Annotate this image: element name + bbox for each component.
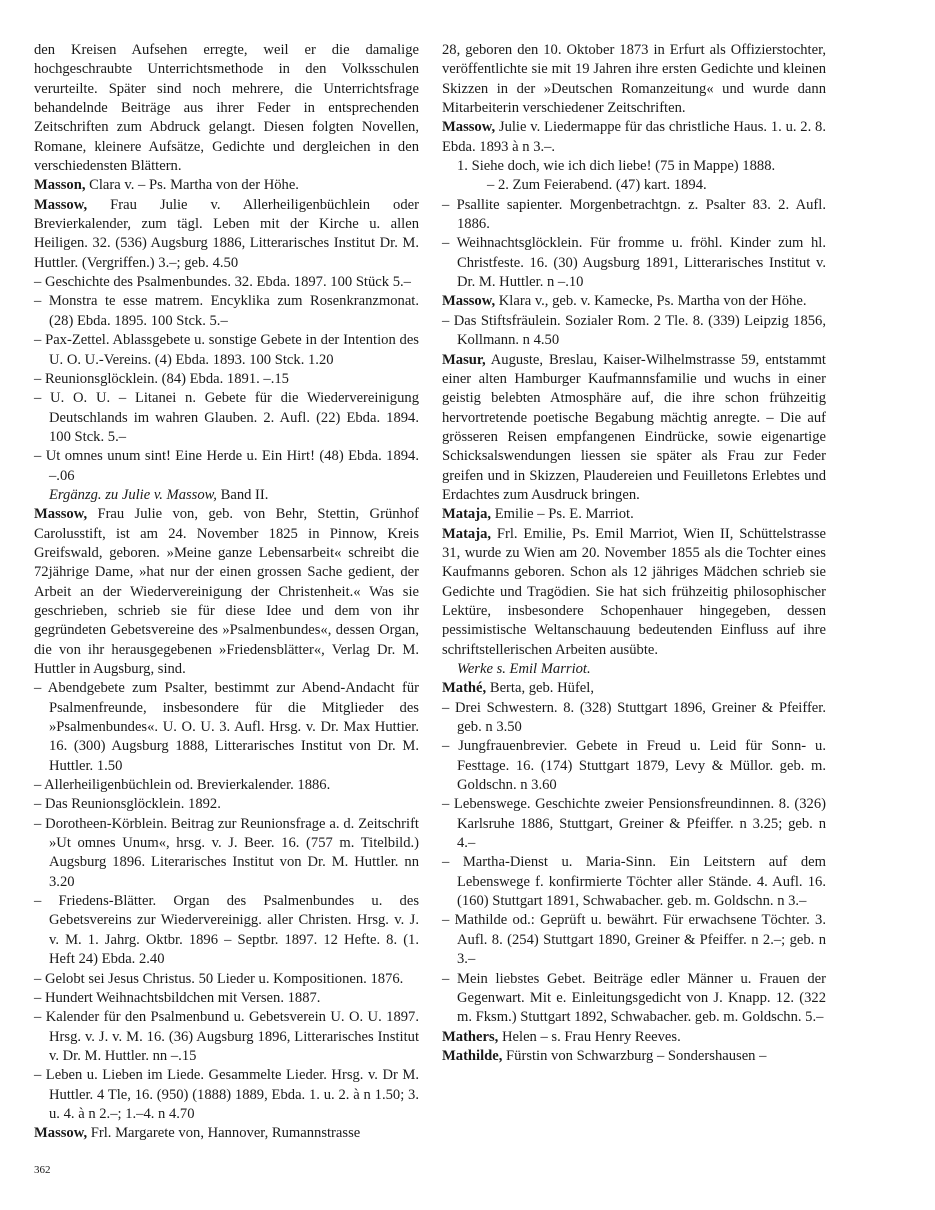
lexicon-entry <box>442 351 826 506</box>
work-listing: – Ut omnes unum sint! Eine Herde u. Ein Hirt! (48) Ebda. 1894. –.06 <box>34 448 419 484</box>
work-listing: – Monstra te esse matrem. Encyklika zum Rosenkranzmonat. (28) Ebda. 1895. 100 Stck. 5.– <box>34 293 419 329</box>
page-number: 362 <box>34 1164 51 1176</box>
work-listing: – Martha-Dienst u. Maria-Sinn. Ein Leitstern auf dem Lebenswege f. konfirmierte Töchter aller Stände. 4. Aufl. 16. (160) Stuttgart 1891, Schwabacher. geb. m. Goldschn. n 3.– <box>442 854 826 910</box>
entry-headword: Massow, <box>442 119 496 136</box>
entry-text: Frau Julie von, geb. von Behr, Stettin, Grünhof Carolusstift, ist am 24. November 1825 in Pinnow, Kreis Greifswald, geboren. »Meine ganze Lebensarbeit« schreibt die 72jährige Dame, »hat nur der einen grossen Sache gedient, der Arbeit an der Wiedervereinigung der Christenheit.« Was sie geschrieben, schrieb sie für diese Idee und dem von ihr gegründeten Gebetsvereine des »Psalmenbundes«, dessen Organ, die von ihr herausgegebenen »Friedensblätter«, Verlag Dr. M. Huttler in Augsburg, sind. <box>34 506 419 677</box>
entry-text: Fürstin von Schwarzburg – Sondershausen – <box>502 1047 767 1064</box>
lexicon-entry <box>34 176 419 195</box>
work-listing: – U. O. U. – Litanei n. Gebete für die Wiedervereinigung Deutschlands im wahren Glauben. 2. Aufl. (22) Ebda. 1894. 100 Stck. 5.– <box>34 390 419 445</box>
lexicon-entry <box>442 1028 826 1047</box>
work-listing: – Kalender für den Psalmenbund u. Gebetsverein U. O. U. 1897. Hrsg. v. J. v. M. 16. (36) Augsburg 1896, Litterarisches Institut v. Dr. M. Huttler. nn –.15 <box>34 1009 419 1064</box>
entry-headword: Massow, <box>442 293 496 310</box>
lexicon-entry <box>442 292 826 311</box>
work-listing: – Lebenswege. Geschichte zweier Pensionsfreundinnen. 8. (326) Karlsruhe 1886, Stuttgart, Greiner & Pfeiffer. n 3.25; geb. n 4.– <box>442 796 826 852</box>
cross-reference-text: Ergänzg. zu Julie v. Massow, <box>49 486 217 503</box>
work-listing: – Drei Schwestern. 8. (328) Stuttgart 1896, Greiner & Pfeiffer. geb. n 3.50 <box>442 699 826 736</box>
cross-reference-text: Werke s. Emil Marriot. <box>457 661 591 677</box>
cross-reference <box>442 660 826 679</box>
entry-text: Frau Julie v. Allerheiligenbüchlein oder Brevierkalender, zum tägl. Leben mit der Kirche u. allen Heiligen. 32. (536) Augsburg 1886, Litterarisches Institut Dr. M. Huttler. (Vergriffen.) 3.–; geb. 4.50 <box>34 196 419 271</box>
entry-headword: Masur, <box>442 351 486 368</box>
work-listing: – Das Reunionsglöcklein. 1892. <box>34 796 221 813</box>
work-listing: – Allerheiligenbüchlein od. Brevierkalender. 1886. <box>34 777 331 794</box>
work-listing: – Mathilde od.: Geprüft u. bewährt. Für erwachsene Töchter. 3. Aufl. 8. (254) Stuttgart 1890, Greiner & Pfeiffer. n 2.–; geb. n 3.– <box>442 912 826 968</box>
continued-text: 28, geboren den 10. Oktober 1873 in Erfurt als Offizierstochter, veröffentlichte sie mit 19 Jahren ihre ersten Gedichte und kleinen Skizzen in der »Deutschen Romanzeitung« und wurde dann Mitarbeiterin verschiedener Zeitschriften. <box>442 42 826 117</box>
work-listing: – Reunionsglöcklein. (84) Ebda. 1891. –.15 <box>34 370 289 387</box>
lexicon-entry <box>34 196 419 273</box>
cross-reference <box>34 486 419 505</box>
work-listing: – Jungfrauenbrevier. Gebete in Freud u. Leid für Sonn- u. Festtage. 16. (174) Stuttgart 1879, Levy & Müllor. geb. m. Goldschn. n 3.60 <box>442 738 826 794</box>
entry-headword: Masson, <box>34 177 86 194</box>
work-listing: – Pax-Zettel. Ablassgebete u. sonstige Gebete in der Intention des U. O. U.-Vereins. (4) Ebda. 1893. 100 Stck. 1.20 <box>34 332 419 368</box>
work-listing: – Geschichte des Psalmenbundes. 32. Ebda. 1897. 100 Stück 5.– <box>34 274 411 291</box>
work-listing: – Dorotheen-Körblein. Beitrag zur Reunionsfrage a. d. Zeitschrift »Ut omnes Unum«, hrsg. v. J. Beer. 16. (757 m. Titelbild.) Augsburg 1896. Literarisches Institut von Dr. M. Huttler. nn 3.20 <box>34 815 419 890</box>
work-listing: – Friedens-Blätter. Organ des Psalmenbundes u. des Gebetsvereins zur Wiedervereinigg. aller Christen. Hrsg. v. J. v. M. 1. Jahrg. Oktbr. 1896 – Septbr. 1897. 12 Hefte. 8. (1. Heft 24) Ebda. 2.40 <box>34 893 419 968</box>
work-sublisting: – 2. Zum Feierabend. (47) kart. 1894. <box>487 177 707 194</box>
work-listing: – Das Stiftsfräulein. Sozialer Rom. 2 Tle. 8. (339) Leipzig 1856, Kollmann. n 4.50 <box>442 312 826 349</box>
entry-text: Klara v., geb. v. Kamecke, Ps. Martha von der Höhe. <box>495 293 807 310</box>
entry-text: Clara v. – Ps. Martha von der Höhe. <box>85 177 299 194</box>
entry-text: Auguste, Breslau, Kaiser-Wilhelmstrasse 59, entstammt einer alten Hamburger Kaufmannsfamilie und wuchs in einer geistig belebten Atmosphäre auf, die ihre schon frühzeitig hervortretende poetische Begabung mächtig anregte. – Die auf grösseren Reisen empfangenen Eindrücke, sowie eigenartige Schicksalswendungen liessen sie später als Frau zur Feder greifen und in Skizzen, Plaudereien und Feuilletons Erlebtes und Erdachtes zum Ausdruck bringen. <box>442 351 826 503</box>
work-listing: – Gelobt sei Jesus Christus. 50 Lieder u. Kompositionen. 1876. <box>34 970 404 987</box>
entry-text: Frl. Emilie, Ps. Emil Marriot, Wien II, Schüttelstrasse 31, wurde zu Wien am 20. November 1855 als die Tochter eines Kaufmanns geboren. Schon als 12 jähriges Mädchen schrieb sie Gedichte und Tragödien. Sie hat sich frühzeitig philosophischer Lektüre, insbesondere Schopenhauer hingegeben, dessen pessimistische Weltanschauung bedeutenden Einfluss auf ihre schriftstellerischen Arbeiten ausübte. <box>442 525 826 658</box>
entry-headword: Mataja, <box>442 525 492 542</box>
entry-headword: Mathé, <box>442 680 487 697</box>
entry-text: Berta, geb. Hüfel, <box>486 680 594 697</box>
entry-headword: Massow, <box>34 506 88 523</box>
entry-text: Julie v. Liedermappe für das christliche Haus. 1. u. 2. 8. Ebda. 1893 à n 3.–. <box>442 119 826 155</box>
continued-text: den Kreisen Aufsehen erregte, weil er die damalige hochgeschraubte Unterrichtsmethode in den Volksschulen verurteilte. Später sind noch mehrere, die Unterrichtsfrage behandelnde Beiträge aus ihrer Feder in entsprechenden Zeitschriften zum Abdruck gelangt. Diesen folgten Novellen, Romane, kleinere Aufsätze, Gedichte und dergleichen in den verschiedensten Blättern. <box>34 42 419 175</box>
lexicon-entry <box>34 505 419 679</box>
entry-headword: Mathers, <box>442 1028 499 1045</box>
lexicon-entry <box>442 525 826 660</box>
entry-headword: Mataja, <box>442 506 492 523</box>
lexicon-entry <box>442 679 826 698</box>
lexicon-entry <box>442 505 826 524</box>
entry-text: Frl. Margarete von, Hannover, Rumannstrasse <box>87 1125 361 1142</box>
entry-text: Emilie – Ps. E. Marriot. <box>491 506 634 523</box>
work-listing: – Hundert Weihnachtsbildchen mit Versen. 1887. <box>34 989 321 1006</box>
entry-headword: Mathilde, <box>442 1047 503 1064</box>
work-listing: – Weihnachtsglöcklein. Für fromme u. fröhl. Kinder zum hl. Christfeste. 16. (30) Augsburg 1891, Litterarisches Institut v. Dr. M. Huttler. n –.10 <box>442 235 826 291</box>
work-listing: – Psallite sapienter. Morgenbetrachtgn. z. Psalter 83. 2. Aufl. 1886. <box>442 196 826 233</box>
entry-text: Helen – s. Frau Henry Reeves. <box>498 1028 681 1045</box>
lexicon-entry <box>442 1047 826 1066</box>
entry-headword: Massow, <box>34 196 88 213</box>
lexicon-entry <box>34 1124 419 1143</box>
right-column <box>442 41 826 1066</box>
entry-headword: Massow, <box>34 1125 88 1142</box>
left-column <box>34 41 419 1144</box>
lexicon-entry <box>442 118 826 157</box>
work-sublisting: 1. Siehe doch, wie ich dich liebe! (75 in Mappe) 1888. <box>457 158 776 175</box>
work-listing: – Abendgebete zum Psalter, bestimmt zur Abend-Andacht für Psalmenfreunde, insbesondere für die Mitglieder des »Psalmenbundes«. U. O. U. 3. Aufl. Hrsg. v. Dr. Max Huttier. 16. (300) Augsburg 1888, Litterarisches Institut von Dr. M. Huttler. 1.50 <box>34 680 419 774</box>
cross-reference-tail: Band II. <box>216 486 269 503</box>
work-listing: – Mein liebstes Gebet. Beiträge edler Männer u. Frauen der Gegenwart. Mit e. Einleitungsgedicht von J. Knapp. 12. (322 m. Fksm.) Stuttgart 1892, Schwabacher. geb. m. Goldschn. 5.– <box>442 970 826 1026</box>
work-listing: – Leben u. Lieben im Liede. Gesammelte Lieder. Hrsg. v. Dr M. Huttler. 4 Tle, 16. (950) (1888) 1889, Ebda. 1. u. 2. à n 1.50; 3. u. 4. à n 2.–; 1.–4. n 4.70 <box>34 1067 419 1122</box>
